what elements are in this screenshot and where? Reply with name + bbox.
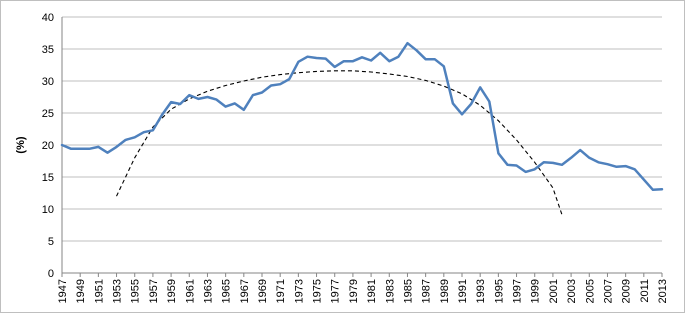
- x-tick-label-1975: 1975: [311, 279, 324, 304]
- y-tick-label-40: 40: [41, 12, 54, 24]
- x-tick-label-1961: 1961: [184, 279, 197, 304]
- y-axis-title: (%): [15, 136, 27, 154]
- x-tick-label-1947: 1947: [57, 279, 69, 304]
- x-tick-label-1963: 1963: [202, 279, 215, 304]
- x-tick-label-1955: 1955: [129, 279, 142, 304]
- x-tick-label-1949: 1949: [75, 279, 88, 304]
- x-tick-label-1953: 1953: [111, 279, 124, 304]
- x-tick-label-2005: 2005: [584, 279, 597, 304]
- x-tick-label-1981: 1981: [366, 279, 379, 304]
- x-tick-label-2001: 2001: [547, 279, 560, 304]
- x-tick-label-1993: 1993: [475, 279, 488, 304]
- y-tick-label-20: 20: [41, 140, 54, 152]
- x-tick-label-1951: 1951: [93, 279, 106, 304]
- x-tick-label-1957: 1957: [147, 279, 160, 304]
- series-line-0: [62, 43, 662, 190]
- x-tick-label-1973: 1973: [293, 279, 306, 304]
- x-tick-label-1979: 1979: [347, 279, 360, 304]
- x-tick-label-1969: 1969: [257, 279, 269, 304]
- x-tick-label-1999: 1999: [529, 279, 542, 304]
- y-tick-label-15: 15: [41, 172, 54, 184]
- x-tick-label-1977: 1977: [329, 279, 342, 304]
- x-tick-label-1967: 1967: [238, 279, 251, 304]
- x-tick-label-2011: 2011: [638, 279, 651, 303]
- y-tick-label-25: 25: [41, 108, 54, 120]
- y-tick-label-35: 35: [41, 44, 54, 56]
- y-tick-label-5: 5: [47, 236, 54, 248]
- x-tick-label-2013: 2013: [657, 279, 669, 304]
- y-tick-label-10: 10: [41, 204, 54, 216]
- x-tick-label-2007: 2007: [602, 279, 615, 304]
- x-tick-label-2009: 2009: [620, 279, 633, 304]
- y-tick-label-0: 0: [47, 268, 54, 280]
- x-tick-label-2003: 2003: [566, 279, 579, 304]
- x-tick-label-1991: 1991: [457, 279, 469, 304]
- x-tick-label-1983: 1983: [384, 279, 397, 304]
- y-tick-label-30: 30: [41, 76, 54, 88]
- x-tick-label-1985: 1985: [402, 279, 415, 304]
- x-tick-label-1995: 1995: [493, 279, 506, 304]
- x-tick-label-1959: 1959: [166, 279, 179, 304]
- x-tick-label-1997: 1997: [511, 279, 524, 304]
- x-tick-label-1987: 1987: [420, 279, 433, 304]
- x-tick-label-1971: 1971: [275, 279, 288, 304]
- x-tick-label-1965: 1965: [220, 279, 233, 304]
- trend-curve: [117, 71, 563, 215]
- x-tick-label-1989: 1989: [438, 279, 451, 304]
